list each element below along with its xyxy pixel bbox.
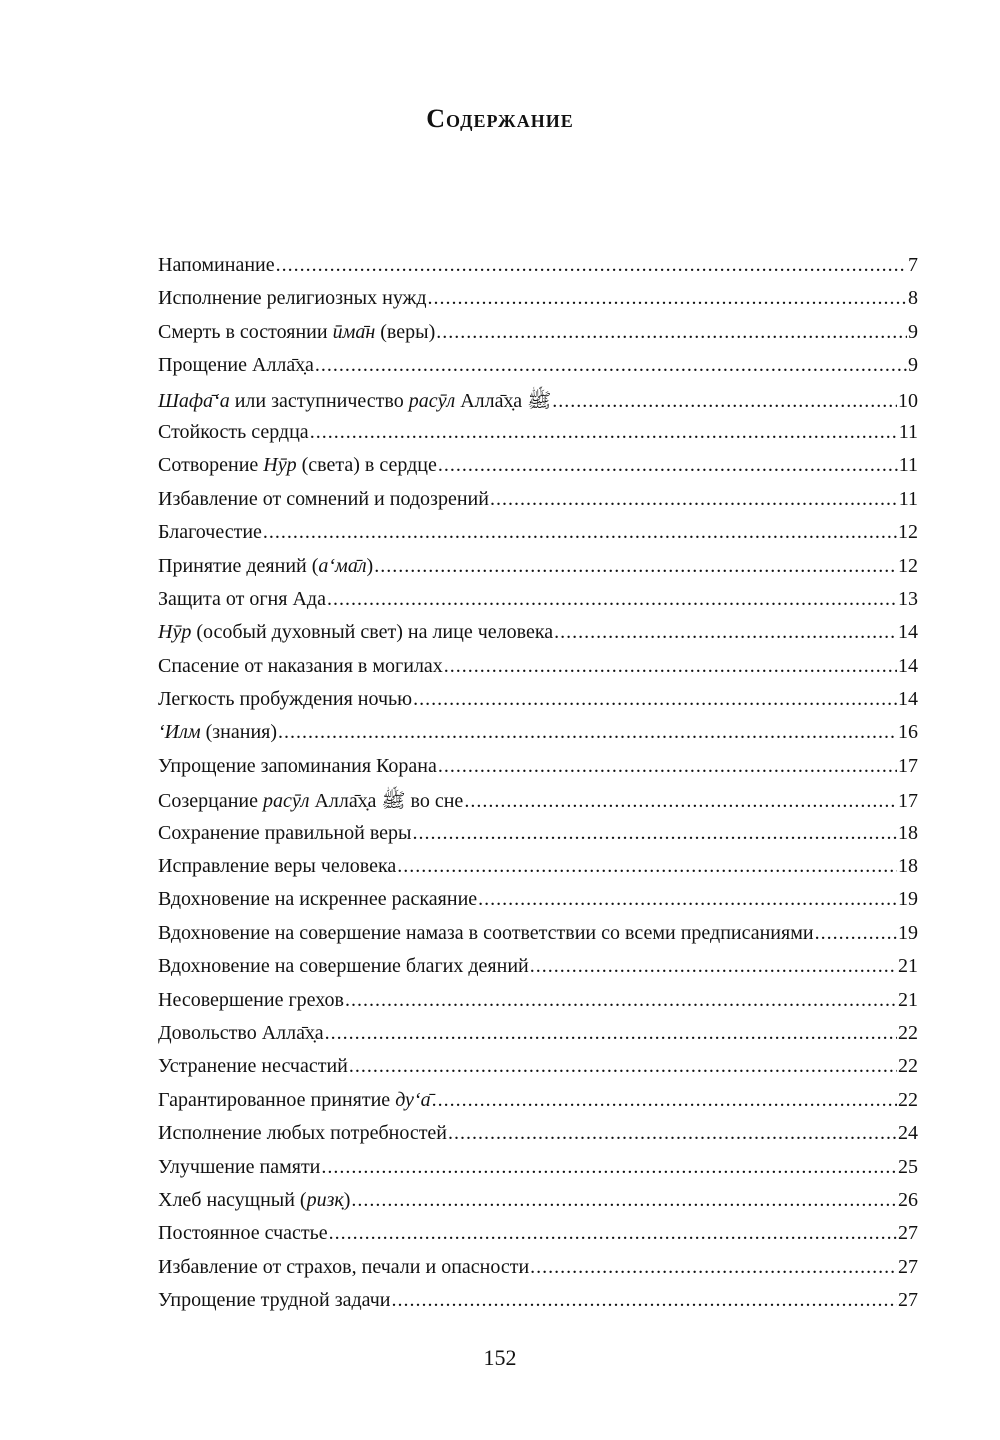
toc-entry-title-part: Сохранение правильной веры — [158, 821, 412, 844]
toc-entry-title-part: Прощение Алла̄х̣а — [158, 354, 314, 377]
dot-leader — [263, 521, 897, 544]
dot-leader — [321, 1156, 897, 1179]
toc-entry — [158, 1022, 918, 1055]
dot-leader — [315, 354, 907, 377]
dot-leader — [815, 922, 897, 945]
dot-leader — [530, 955, 897, 978]
dot-leader — [478, 888, 897, 911]
toc-entry-title — [158, 989, 344, 1012]
toc-entry-title-part: ӣма̄н — [332, 320, 376, 343]
toc-entry-title — [158, 822, 411, 845]
toc-entry-title-part: Постоянное счастье — [158, 1222, 328, 1245]
toc-entry-title-part: ) — [343, 1188, 351, 1211]
toc-entry — [158, 588, 918, 621]
toc-entry-title-part: Шафа̄‘а — [158, 389, 230, 412]
page-title: Содержание — [426, 104, 574, 133]
dot-leader — [438, 454, 898, 477]
toc-entry — [158, 521, 918, 554]
toc-entry — [158, 321, 918, 354]
toc-entry — [158, 1122, 918, 1155]
toc-entry — [158, 287, 918, 320]
toc-entry-title-part: Смерть в состоянии — [158, 320, 333, 343]
toc-entry-page: 10 — [898, 389, 918, 412]
toc-entry-title-part: Довольство Алла̄х̣а — [158, 1021, 324, 1044]
toc-entry-page: 12 — [898, 554, 918, 577]
dot-leader — [552, 390, 897, 413]
toc-entry-title-part: ‘Илм — [158, 721, 201, 744]
toc-entry — [158, 855, 918, 888]
toc-entry — [158, 822, 918, 855]
dot-leader — [438, 755, 897, 778]
toc-entry-title-part: Нӯр — [158, 621, 192, 644]
toc-entry-title — [158, 621, 553, 644]
dot-leader — [349, 1055, 897, 1078]
toc-entry-page: 11 — [898, 487, 918, 510]
toc-entry-title — [158, 1222, 328, 1245]
toc-entry — [158, 388, 918, 421]
toc-entry-page: 7 — [908, 254, 918, 276]
toc-entry-page: 11 — [898, 420, 918, 443]
toc-entry — [158, 1222, 918, 1255]
toc-entry-title-part: ризк̣ — [306, 1188, 344, 1211]
dot-leader — [448, 1122, 897, 1145]
toc-entry-title — [158, 855, 396, 878]
dot-leader — [432, 1089, 897, 1112]
toc-entry-page: 8 — [908, 287, 918, 310]
toc-entry-page: 25 — [898, 1155, 918, 1178]
toc-entry-page: 27 — [898, 1222, 918, 1245]
toc-entry-page: 27 — [898, 1289, 918, 1312]
toc-entry-title-part: (света) в сердце — [296, 454, 437, 477]
toc-entry-title-part: Алла̄х̣а ﷺ во сне — [309, 790, 464, 813]
toc-entry-title-part: Вдохновение на искреннее раскаяние — [158, 888, 478, 911]
toc-entry-title-part: Легкость пробуждения ночью — [158, 688, 413, 711]
toc-entry — [158, 621, 918, 654]
toc-entry — [158, 1289, 918, 1322]
dot-leader — [329, 1222, 897, 1245]
toc-entry-title — [158, 1122, 447, 1145]
toc-entry-page: 27 — [898, 1255, 918, 1278]
toc-entry-title-part: или заступничество — [229, 389, 409, 412]
toc-entry-page: 17 — [898, 790, 918, 813]
toc-entry-page: 21 — [898, 988, 918, 1011]
toc-entry-title — [158, 1055, 348, 1078]
toc-entry-page: 26 — [898, 1188, 918, 1211]
toc-entry-title-part: Защита от огня Ада — [158, 587, 326, 610]
toc-entry-page: 21 — [898, 955, 918, 978]
table-of-contents — [158, 254, 918, 1323]
dot-leader — [392, 1289, 898, 1312]
toc-entry — [158, 655, 918, 688]
dot-leader — [436, 321, 907, 344]
toc-entry-title-part: Устранение несчастий — [158, 1055, 348, 1078]
toc-entry-title-part: Несовершение грехов — [158, 988, 344, 1011]
toc-entry-page: 18 — [898, 855, 918, 878]
toc-entry-page: 19 — [898, 921, 918, 944]
toc-entry-title-part: Вдохновение на совершение благих деяний — [158, 955, 529, 978]
toc-entry-title — [158, 788, 463, 817]
toc-entry-title — [158, 721, 277, 744]
toc-entry-title — [158, 688, 412, 711]
toc-entry-title — [158, 1022, 324, 1045]
toc-entry-page: 12 — [898, 521, 918, 544]
toc-entry-title — [158, 521, 262, 544]
toc-entry-page: 14 — [898, 621, 918, 644]
dot-leader — [345, 989, 897, 1012]
toc-entry — [158, 1156, 918, 1189]
dot-leader — [464, 790, 897, 813]
toc-entry — [158, 1089, 918, 1122]
toc-entry — [158, 788, 918, 821]
dot-leader — [530, 1256, 897, 1279]
toc-entry-title-part: Благочестие — [158, 521, 262, 544]
dot-leader — [278, 721, 897, 744]
toc-entry-title-part: Хлеб насущный ( — [158, 1188, 307, 1211]
toc-entry — [158, 1055, 918, 1088]
toc-entry-title — [158, 955, 529, 978]
toc-entry-title — [158, 888, 477, 911]
dot-leader — [276, 254, 907, 277]
toc-entry-title — [158, 354, 314, 377]
toc-entry-page: 14 — [898, 654, 918, 677]
page-number: 152 — [483, 1345, 517, 1370]
toc-entry — [158, 888, 918, 921]
dot-leader — [374, 555, 897, 578]
toc-entry-title — [158, 1289, 391, 1312]
dot-leader — [413, 688, 897, 711]
toc-entry-title — [158, 454, 437, 477]
toc-entry-page: 17 — [898, 754, 918, 777]
toc-entry-title-part: (знания) — [200, 721, 277, 744]
toc-entry-title-part: Исполнение религиозных нужд — [158, 287, 427, 310]
toc-entry-title-part: (особый духовный свет) на лице человека — [191, 621, 554, 644]
toc-entry-page: 18 — [898, 821, 918, 844]
toc-entry-page: 9 — [908, 354, 918, 377]
toc-entry — [158, 755, 918, 788]
toc-entry-title-part: Созерцание — [158, 790, 263, 813]
toc-entry-title-part: ) — [366, 554, 374, 577]
toc-entry — [158, 922, 918, 955]
toc-entry-title-part: Сотворение — [158, 454, 264, 477]
dot-leader — [428, 287, 907, 310]
dot-leader — [351, 1189, 897, 1212]
toc-entry-title-part: Спасение от наказания в могилах — [158, 654, 443, 677]
toc-entry-title-part: Стойкость сердца — [158, 420, 309, 443]
toc-entry-title-part: Исправление веры человека — [158, 855, 397, 878]
toc-entry-title-part: расӯл — [262, 790, 310, 813]
toc-entry-title-part: Вдохновение на совершение намаза в соответствии со всеми предписаниями — [158, 921, 814, 944]
toc-entry — [158, 254, 918, 287]
toc-entry-page: 19 — [898, 888, 918, 911]
toc-entry-page: 11 — [898, 454, 918, 477]
toc-entry — [158, 454, 918, 487]
toc-entry-title-part: Принятие деяний ( — [158, 554, 319, 577]
toc-entry-title — [158, 1256, 529, 1279]
toc-entry — [158, 421, 918, 454]
toc-entry-title-part: Упрощение трудной задачи — [158, 1289, 391, 1312]
dot-leader — [325, 1022, 897, 1045]
toc-entry-title-part: Упрощение запоминания Корана — [158, 754, 437, 777]
toc-entry-title-part: Избавление от страхов, печали и опасности — [158, 1255, 530, 1278]
toc-entry-page: 22 — [898, 1055, 918, 1078]
toc-entry-page: 13 — [898, 587, 918, 610]
toc-entry-page: 22 — [898, 1021, 918, 1044]
toc-entry-title-part: Улучшение памяти — [158, 1155, 321, 1178]
toc-entry-title-part: Исполнение любых потребностей — [158, 1122, 448, 1145]
toc-entry — [158, 488, 918, 521]
toc-entry-title — [158, 755, 437, 778]
toc-entry — [158, 354, 918, 387]
toc-entry — [158, 721, 918, 754]
toc-entry — [158, 688, 918, 721]
toc-entry-title — [158, 321, 435, 344]
toc-entry-title-part: Избавление от сомнений и подозрений — [158, 487, 489, 510]
dot-leader — [310, 421, 898, 444]
dot-leader — [444, 655, 897, 678]
dot-leader — [397, 855, 897, 878]
toc-entry-page: 16 — [898, 721, 918, 744]
dot-leader — [554, 621, 897, 644]
dot-leader — [327, 588, 897, 611]
toc-entry-page: 14 — [898, 688, 918, 711]
toc-entry-title — [158, 922, 814, 945]
toc-entry-title — [158, 421, 309, 444]
toc-entry-title — [158, 287, 427, 310]
toc-entry-title — [158, 254, 275, 277]
toc-entry-title — [158, 488, 489, 511]
toc-entry-title-part: расӯл — [408, 389, 456, 412]
toc-entry-title — [158, 588, 326, 611]
toc-entry-page: 22 — [898, 1088, 918, 1111]
toc-entry-title — [158, 555, 373, 578]
dot-leader — [412, 822, 897, 845]
toc-entry — [158, 555, 918, 588]
toc-entry-title — [158, 388, 551, 417]
toc-entry-title — [158, 655, 443, 678]
toc-entry — [158, 955, 918, 988]
toc-entry — [158, 1189, 918, 1222]
toc-entry-page: 24 — [898, 1122, 918, 1145]
toc-entry-title-part: ду‘а̄ — [395, 1088, 431, 1111]
toc-entry-title-part: Гарантированное принятие — [158, 1088, 396, 1111]
toc-entry — [158, 989, 918, 1022]
toc-entry-title-part: (веры) — [375, 320, 436, 343]
toc-entry-title — [158, 1156, 320, 1179]
toc-entry — [158, 1256, 918, 1289]
toc-entry-title-part: Алла̄х̣а ﷺ — [455, 389, 552, 412]
toc-entry-title — [158, 1089, 431, 1112]
toc-entry-title-part: Напоминание — [158, 254, 275, 276]
toc-entry-title-part: а‘ма̄л — [318, 554, 367, 577]
toc-entry-title — [158, 1189, 350, 1212]
dot-leader — [490, 488, 898, 511]
toc-entry-page: 9 — [908, 320, 918, 343]
toc-entry-title-part: Нӯр — [263, 454, 297, 477]
